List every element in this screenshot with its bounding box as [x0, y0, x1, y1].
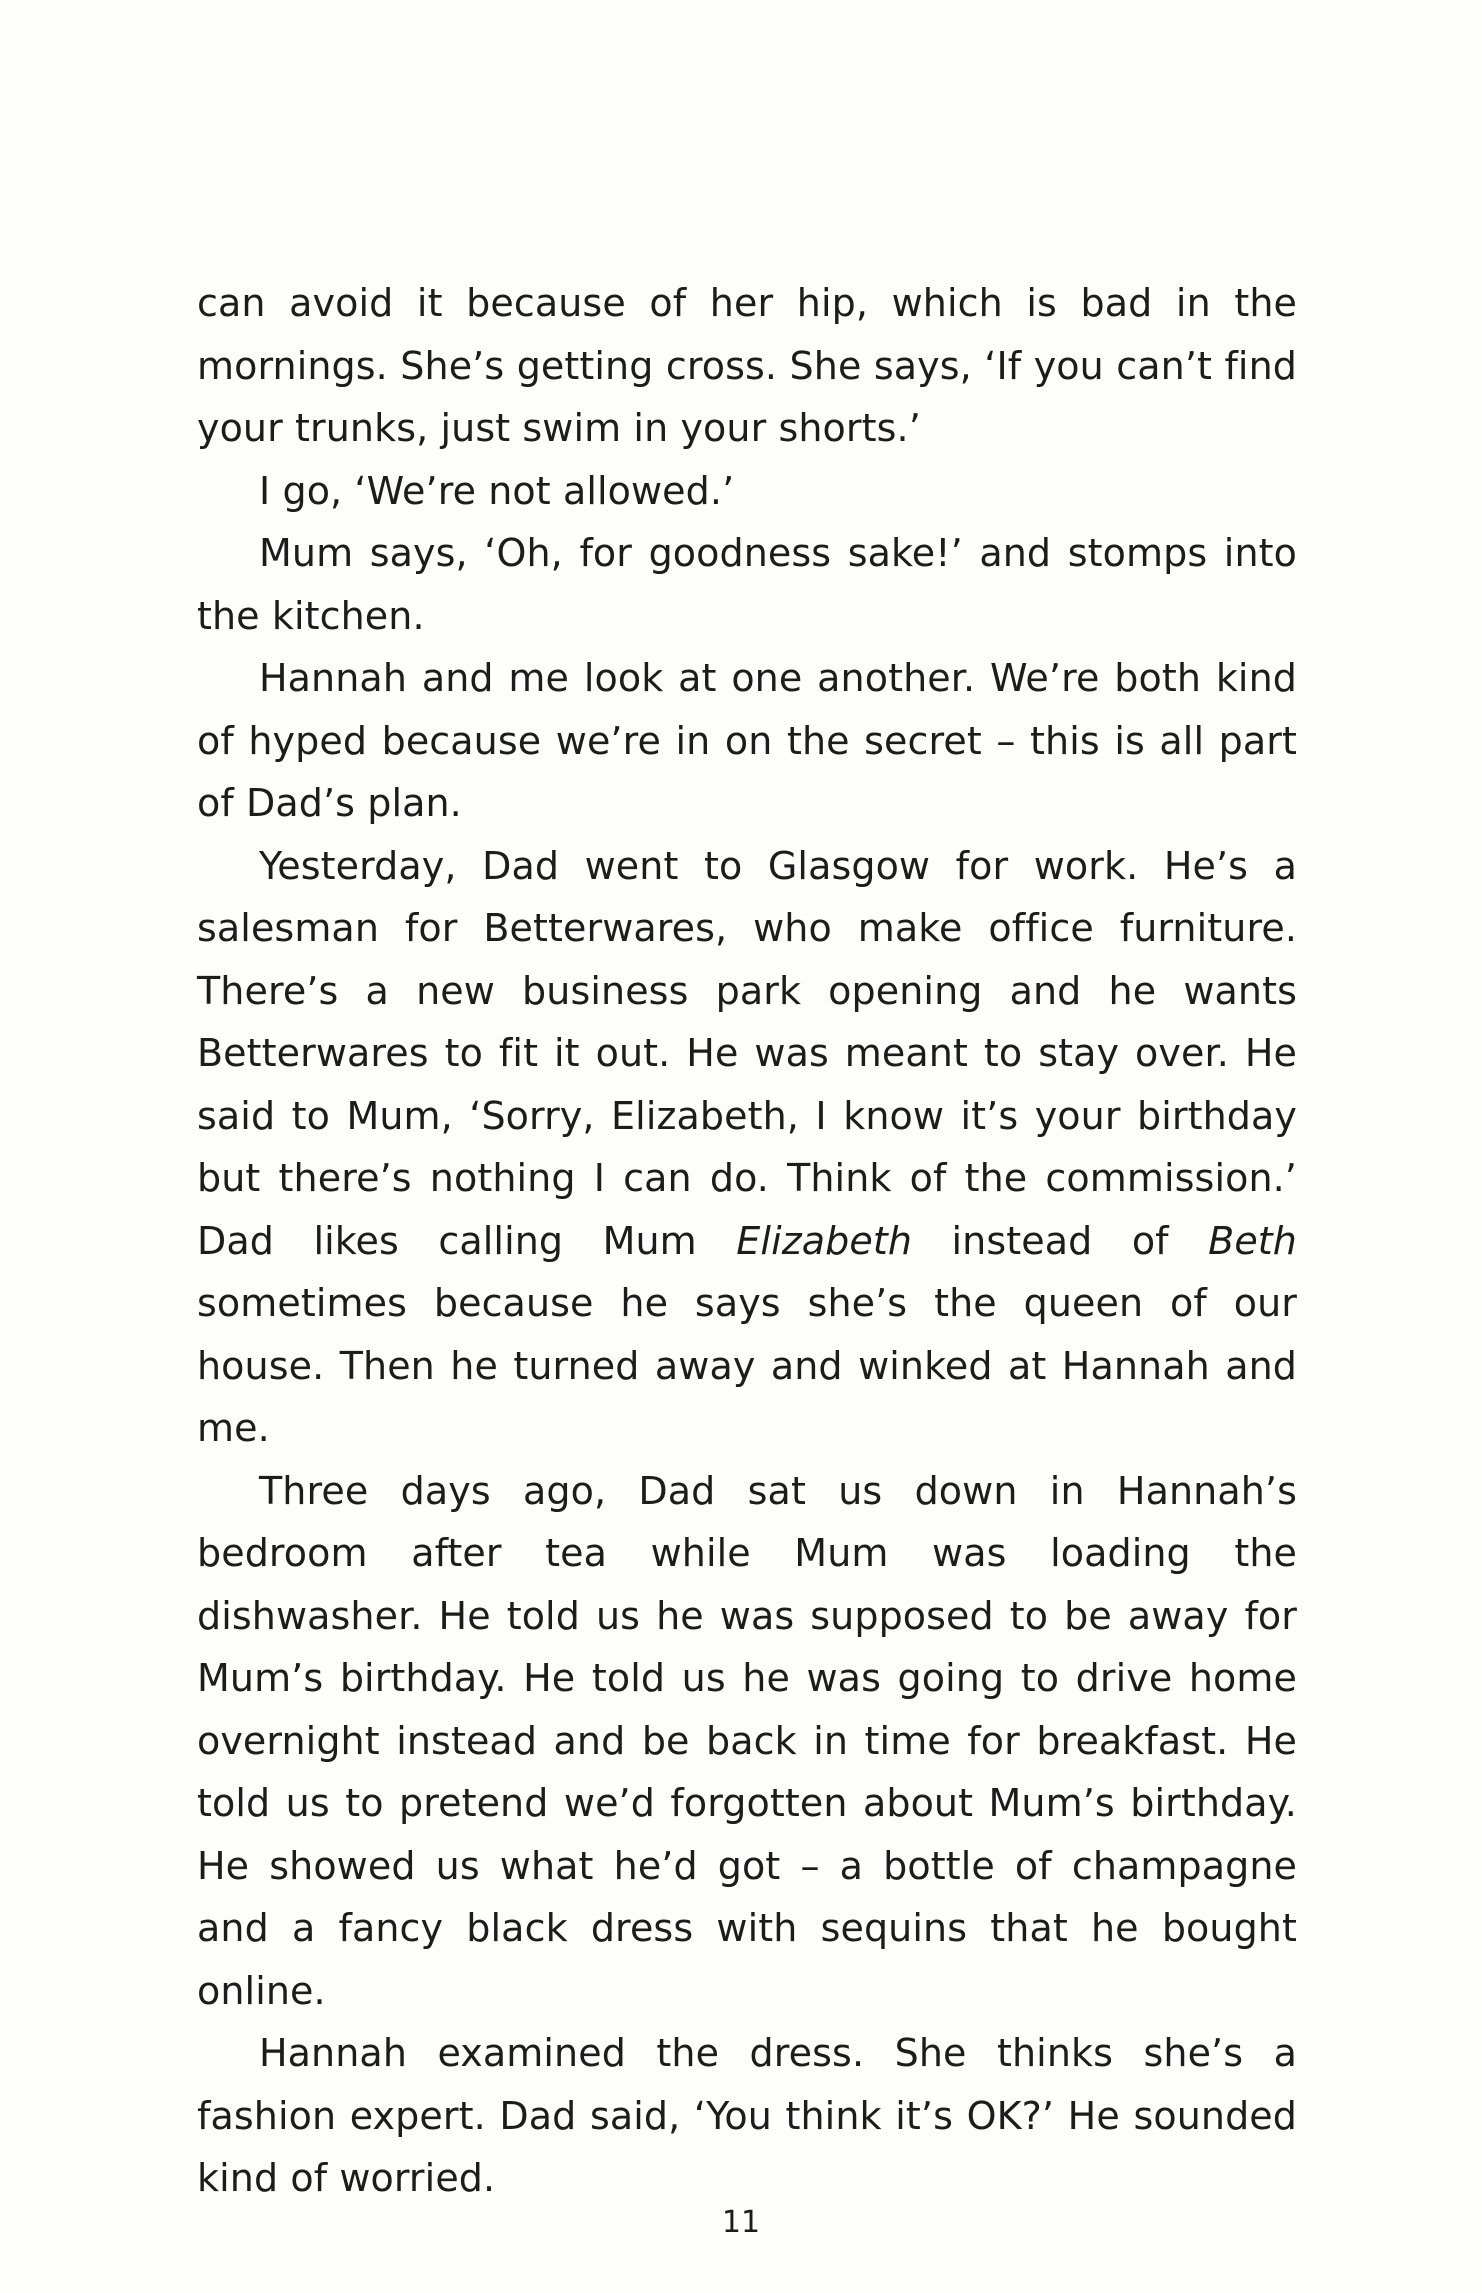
body-text	[197, 272, 1297, 2210]
paragraph: Hannah examined the dress. She thinks she’s a fashion expert. Dad said, ‘You think it’s OK?’ He sounded kind of worried.	[197, 2031, 1297, 2200]
paragraph: Mum says, ‘Oh, for goodness sake!’ and stomps into the kitchen.	[197, 531, 1297, 638]
paragraph-with-italics	[197, 835, 1297, 1460]
text-run: Yesterday, Dad went to Glasgow for work. He’s a salesman for Betterwares, who make office furniture. There’s a new business park opening and he wants Betterwares to fit it out. He was meant to stay over. He said to Mum, ‘Sorry, Elizabeth, I know it’s your birthday but there’s nothing I can do. Think of the commission.’ Dad likes calling Mum	[197, 843, 1297, 1263]
paragraph: I go, ‘We’re not allowed.’	[259, 468, 735, 513]
paragraph: Three days ago, Dad sat us down in Hannah’s bedroom after tea while Mum was loading the dishwasher. He told us he was supposed to be away for Mum’s birthday. He told us he was going to drive home overnight instead and be back in time for breakfast. He told us to pretend we’d forgotten about Mum’s birthday. He showed us what he’d got – a bottle of champagne and a fancy black dress with sequins that he bought online.	[197, 1468, 1297, 2013]
italic-name: Beth	[1208, 1218, 1297, 1263]
paragraph-continued: can avoid it because of her hip, which is bad in the mornings. She’s getting cross. She says, ‘If you can’t find your trunks, just swim in your shorts.’	[197, 281, 1297, 450]
italic-name: Elizabeth	[736, 1218, 913, 1263]
page-number: 11	[721, 2205, 761, 2240]
paragraph: Hannah and me look at one another. We’re both kind of hyped because we’re in on the secret – this is all part of Dad’s plan.	[197, 656, 1297, 825]
text-run: sometimes because he says she’s the queen of our house. Then he turned away and winked at Hannah and me.	[197, 1281, 1297, 1450]
text-run: instead of	[912, 1218, 1209, 1263]
